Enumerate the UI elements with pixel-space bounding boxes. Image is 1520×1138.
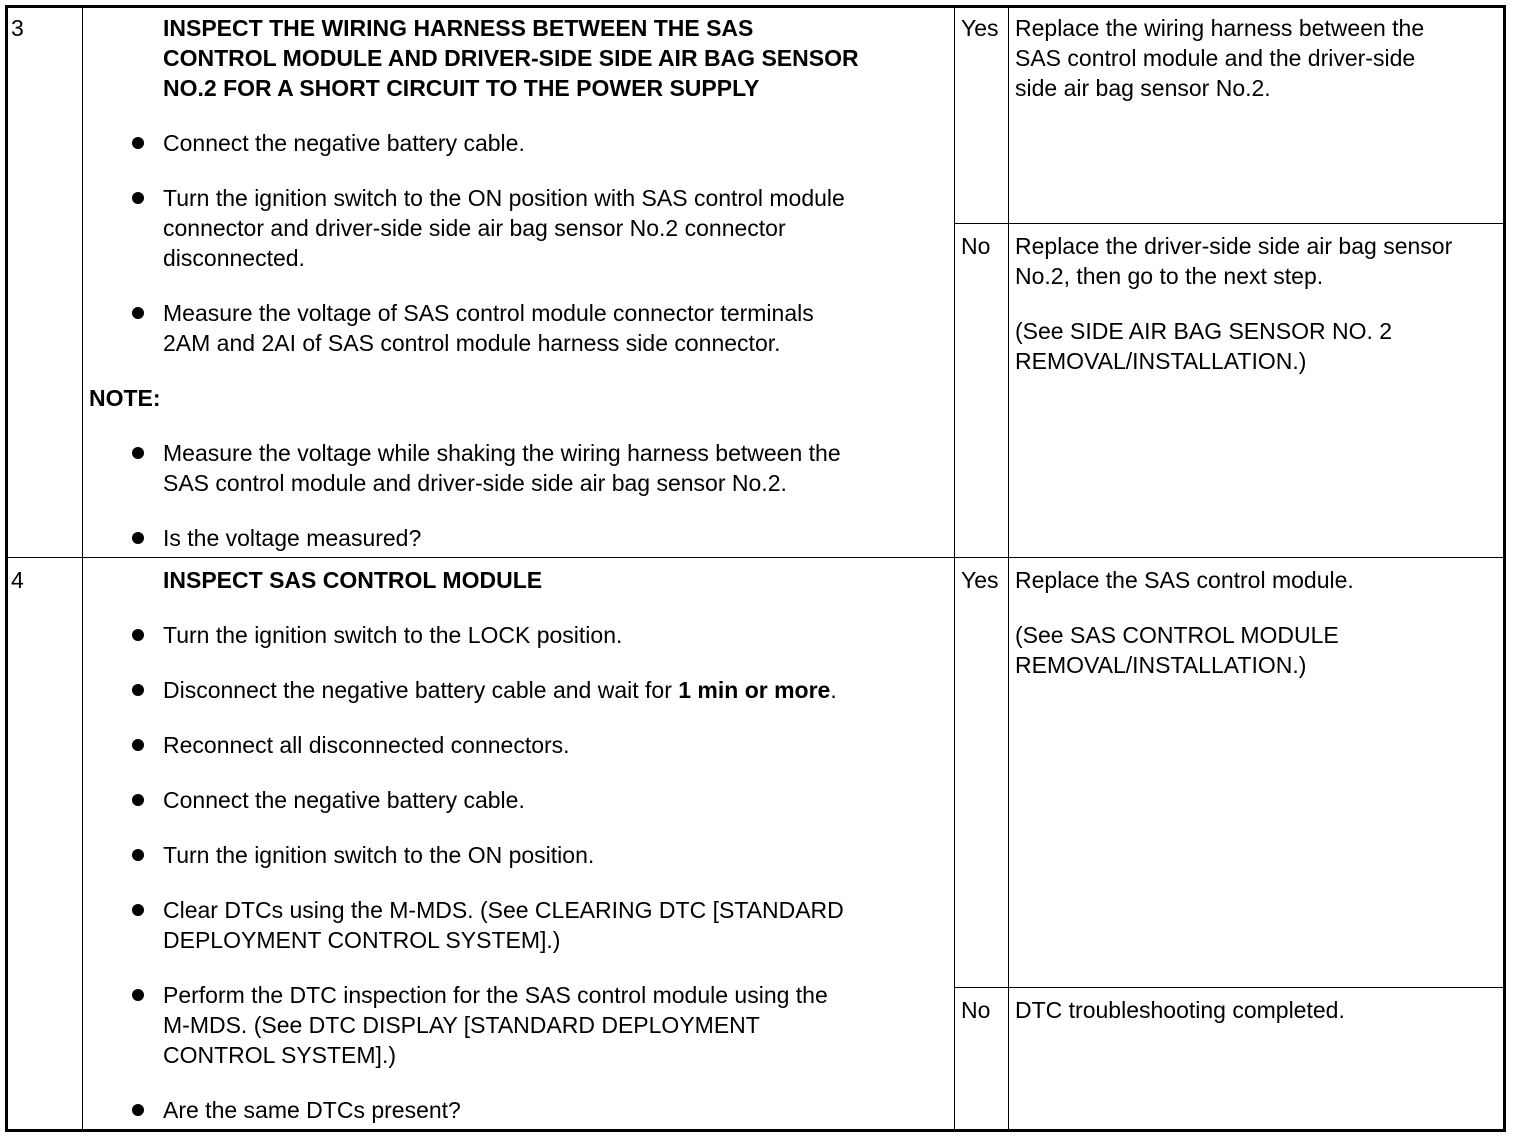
no-reference-line: (See SIDE AIR BAG SENSOR NO. 2 <box>1015 318 1393 344</box>
step-title-line: CONTROL MODULE AND DRIVER-SIDE SIDE AIR BAG SENSOR <box>163 45 859 71</box>
yes-action-line: SAS control module and the driver-side <box>1015 45 1416 71</box>
bullet-dot-icon <box>132 989 144 1001</box>
bullet-dot-icon <box>132 447 144 459</box>
instruction-line: Measure the voltage while shaking the wiring harness between the <box>163 440 841 466</box>
instruction-line: connector and driver-side side air bag sensor No.2 connector <box>163 215 786 241</box>
instruction-line: Turn the ignition switch to the LOCK position. <box>163 622 623 648</box>
yes-action-line: Replace the wiring harness between the <box>1015 15 1425 41</box>
instruction-text: Disconnect the negative battery cable and wait for <box>163 677 679 703</box>
bullet-dot-icon <box>132 629 144 641</box>
no-label: No <box>961 233 991 259</box>
yes-action-line: side air bag sensor No.2. <box>1015 75 1271 101</box>
instruction-text: . <box>830 677 837 703</box>
instruction-line: SAS control module and driver-side side air bag sensor No.2. <box>163 470 787 496</box>
no-action-line: No.2, then go to the next step. <box>1015 263 1324 289</box>
step-title-line: INSPECT SAS CONTROL MODULE <box>163 567 543 593</box>
bullet-dot-icon <box>132 137 144 149</box>
step-title-line: NO.2 FOR A SHORT CIRCUIT TO THE POWER SUPPLY <box>163 75 760 101</box>
duration-emphasis: 1 min or more <box>678 677 831 703</box>
yes-action-line: Replace the SAS control module. <box>1015 567 1354 593</box>
bullet-dot-icon <box>132 904 144 916</box>
instruction-line: Is the voltage measured? <box>163 525 422 551</box>
no-action-line: DTC troubleshooting completed. <box>1015 997 1345 1023</box>
yes-reference-line: (See SAS CONTROL MODULE <box>1015 622 1339 648</box>
bullet-dot-icon <box>132 307 144 319</box>
bullet-dot-icon <box>132 849 144 861</box>
row-divider-step3-step4 <box>8 557 1503 558</box>
instruction-line: Perform the DTC inspection for the SAS control module using the <box>163 982 828 1008</box>
no-label: No <box>961 997 991 1023</box>
bullet-dot-icon <box>132 684 144 696</box>
column-divider-result <box>1008 8 1009 1129</box>
note-label: NOTE: <box>89 385 161 411</box>
row-divider-step3-yes-no <box>954 223 1503 224</box>
instruction-line: Turn the ignition switch to the ON position with SAS control module <box>163 185 845 211</box>
instruction-line <box>163 675 837 705</box>
instruction-line: DEPLOYMENT CONTROL SYSTEM].) <box>163 927 561 953</box>
bullet-dot-icon <box>132 794 144 806</box>
column-divider-step <box>82 8 83 1129</box>
instruction-line: Connect the negative battery cable. <box>163 787 525 813</box>
no-reference-line: REMOVAL/INSTALLATION.) <box>1015 348 1307 374</box>
instruction-line: Are the same DTCs present? <box>163 1097 461 1123</box>
instruction-line: Connect the negative battery cable. <box>163 130 525 156</box>
yes-label: Yes <box>961 567 999 593</box>
instruction-line: Turn the ignition switch to the ON position. <box>163 842 595 868</box>
step-number: 4 <box>11 567 24 593</box>
instruction-line: Reconnect all disconnected connectors. <box>163 732 570 758</box>
instruction-line: M-MDS. (See DTC DISPLAY [STANDARD DEPLOYMENT <box>163 1012 760 1038</box>
step-number: 3 <box>11 15 24 41</box>
bullet-dot-icon <box>132 1104 144 1116</box>
instruction-line: Clear DTCs using the M-MDS. (See CLEARING DTC [STANDARD <box>163 897 844 923</box>
instruction-line: disconnected. <box>163 245 305 271</box>
row-divider-step4-yes-no <box>954 987 1503 988</box>
bullet-dot-icon <box>132 532 144 544</box>
yes-reference-line: REMOVAL/INSTALLATION.) <box>1015 652 1307 678</box>
column-divider-action <box>954 8 955 1129</box>
bullet-dot-icon <box>132 739 144 751</box>
step-title-line: INSPECT THE WIRING HARNESS BETWEEN THE SAS <box>163 15 754 41</box>
yes-label: Yes <box>961 15 999 41</box>
instruction-line: Measure the voltage of SAS control module connector terminals <box>163 300 814 326</box>
instruction-line: CONTROL SYSTEM].) <box>163 1042 396 1068</box>
no-action-line: Replace the driver-side side air bag sensor <box>1015 233 1453 259</box>
bullet-dot-icon <box>132 192 144 204</box>
instruction-line: 2AM and 2AI of SAS control module harness side connector. <box>163 330 781 356</box>
